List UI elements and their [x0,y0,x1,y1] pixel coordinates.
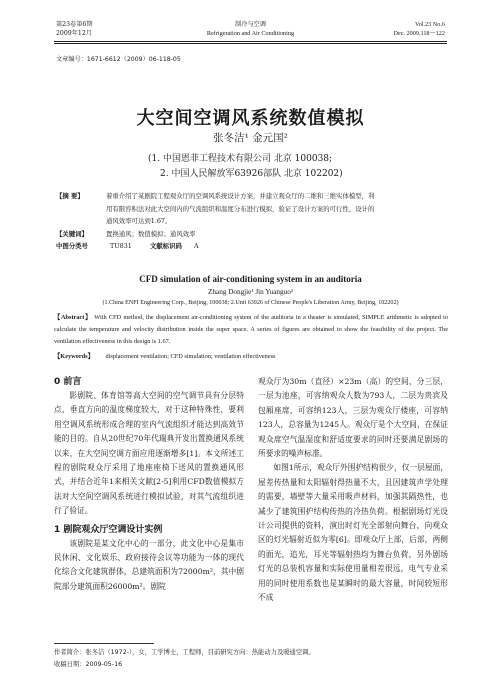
received-date: 收稿日期：2009-05-16 [54,661,123,668]
abstract-label: 【摘 要】 [56,192,84,200]
right-paragraph-1: 观众厅为30m（直径）×23m（高）的空间，分三层，一层为池座，可容纳观众人数为793人，二层为贵宾及包厢座席，可容纳123人，三层为观众厅楼座，可容纳123人，总容量为1245人。观众厅是个大空间，在保证观众席空气温湿度和舒适度要求的同时还要满足剧场的所要求的噪声标准。 [258,377,448,459]
abstract-cn [56,190,448,253]
footnote-rule [54,643,154,644]
affiliation-2: 2. 中国人民解放军63926部队 北京 102202) [160,169,343,179]
body-right-column [258,375,448,606]
doc-code: A [194,242,199,250]
section-1-heading: 1 剧院观众厅空调设计实例 [54,524,163,535]
abstract-line-3: 通风效率可达到1.67。 [106,217,172,225]
doc-code-label: 文献标识码 [150,242,182,250]
english-affiliation: (1.China ENFI Engineering Corp., Beijing, 100038; 2.Unit 63926 of Chinese People's Liberation Army, Beijing, 102202) [102,300,399,306]
english-abstract [54,312,448,348]
english-keywords-text: displacement ventilation; CFD simulation; ventilation effectiveness [105,353,276,360]
header-rule [54,41,447,42]
english-title: CFD simulation of air-conditioning system in an auditoria [139,274,362,284]
body-left-column [54,375,244,594]
abstract-line-2: 用有限容积法对此大空间内的气流组织和温度分布进行模拟，验证了设计方案的可行性，设计的 [106,204,375,213]
english-abstract-label: 【Abstract】 [54,314,93,321]
english-keywords-label: 【Keywords】 [54,353,94,360]
keywords-text: 置换通风；数值模拟；通风效率 [106,229,196,238]
keywords-label: 【关键词】 [56,229,88,238]
journal-pages: Dec. 2009.118～122 [393,30,445,37]
paper-title: 大空间空调风系统数值模拟 [136,108,365,129]
journal-vol-en: Vol.23 No.6 [415,21,445,28]
right-paragraph-2: 如图1所示，观众厅外围护结构很少，仅一层屋面，屋差传热量和太阳辐射得热量不大，且因建筑声学处理的需要，墙壁等大量采用吸声材料，加强其隔热性，也减少了建筑围护结构传热的冷热负荷。根据剧场灯光设计公司提供的资料，演出时灯光全部射向舞台，向观众区的灯光辐射近似为零[6]。即观众厅上部，后部，两侧的面光，追光，耳光等辐射热均为舞台负荷，另外剧场灯光的总装机容量和实际使用量相差很远，电气专业采用的同时使用系数也是某瞬时的最大容量，时间较短形不成 [258,463,448,603]
journal-date: 2009年12月 [56,30,92,37]
english-authors: Zhang Dongjie¹ Jin Yuanguo² [208,288,293,296]
article-number: 文章编号：1671-6612（2009）06-118-05 [56,56,181,63]
abstract-line-1: 着重介绍了某剧院工程观众厅的空调风系统设计方案，并建立观众厅的二维和三维实体模型，利 [106,192,375,200]
journal-name-en: Refrigeration and Air Conditioning [206,30,295,37]
english-abstract-text: With CFD method, the displacement air-conditioning system of the auditoria in a theater is simulated, SIMPLE arithmetic is adopted to calculate the temperature and velocity distribution inside the super space. A series of figures are obtained to show the feasibility of the project. The ventilation effectiveness in this design is 1.67. [54,314,448,345]
class-label: 中图分类号 [56,242,88,250]
section-0-paragraph: 影剧院、体育馆等高大空间的空气调节具有分层特点，垂直方向的温度梯度较大，对于这种特殊性，要利用空调风系统形成合理的室内气流组织才能达到高效节能的目的。自从20世纪70年代瑞典开发出置换通风系统以来，在大空间空调方面应用逐渐增多[1]。本文所述工程的剧院观众厅采用了地座座椅下送风的置换通风形式，并结合近年1来相关文献[2-5]利用CFD数值模拟方法对大空间空调风系统进行模拟试验，对其气流组织进行了验证。 [54,391,244,516]
journal-name-cn: 制冷与空调 [235,21,266,28]
journal-volume: 第23卷第6期 [56,21,93,28]
class-code: TU831 [110,242,132,250]
english-keywords [54,351,448,360]
author-intro: 作者简介：张冬洁（1972-），女，工学博士，工程师，目前研究方向：热能动力及暖通空调。 [54,649,315,656]
section-0-heading: 0 前言 [54,377,82,387]
section-1-paragraph: 该剧院是某文化中心的一部分，此文化中心是集市民休闲、文化娱乐、政府接待会议等功能为一体的现代化综合文化建筑群体，总建筑面积为72000m²，其中剧院部分建筑面积26000m²。剧院 [54,538,244,591]
affiliation-1: (1. 中国恩菲工程技术有限公司 北京 100038; [148,154,333,164]
header-rule-2 [54,43,447,44]
paper-authors: 张冬洁¹ 金元国² [213,132,288,144]
